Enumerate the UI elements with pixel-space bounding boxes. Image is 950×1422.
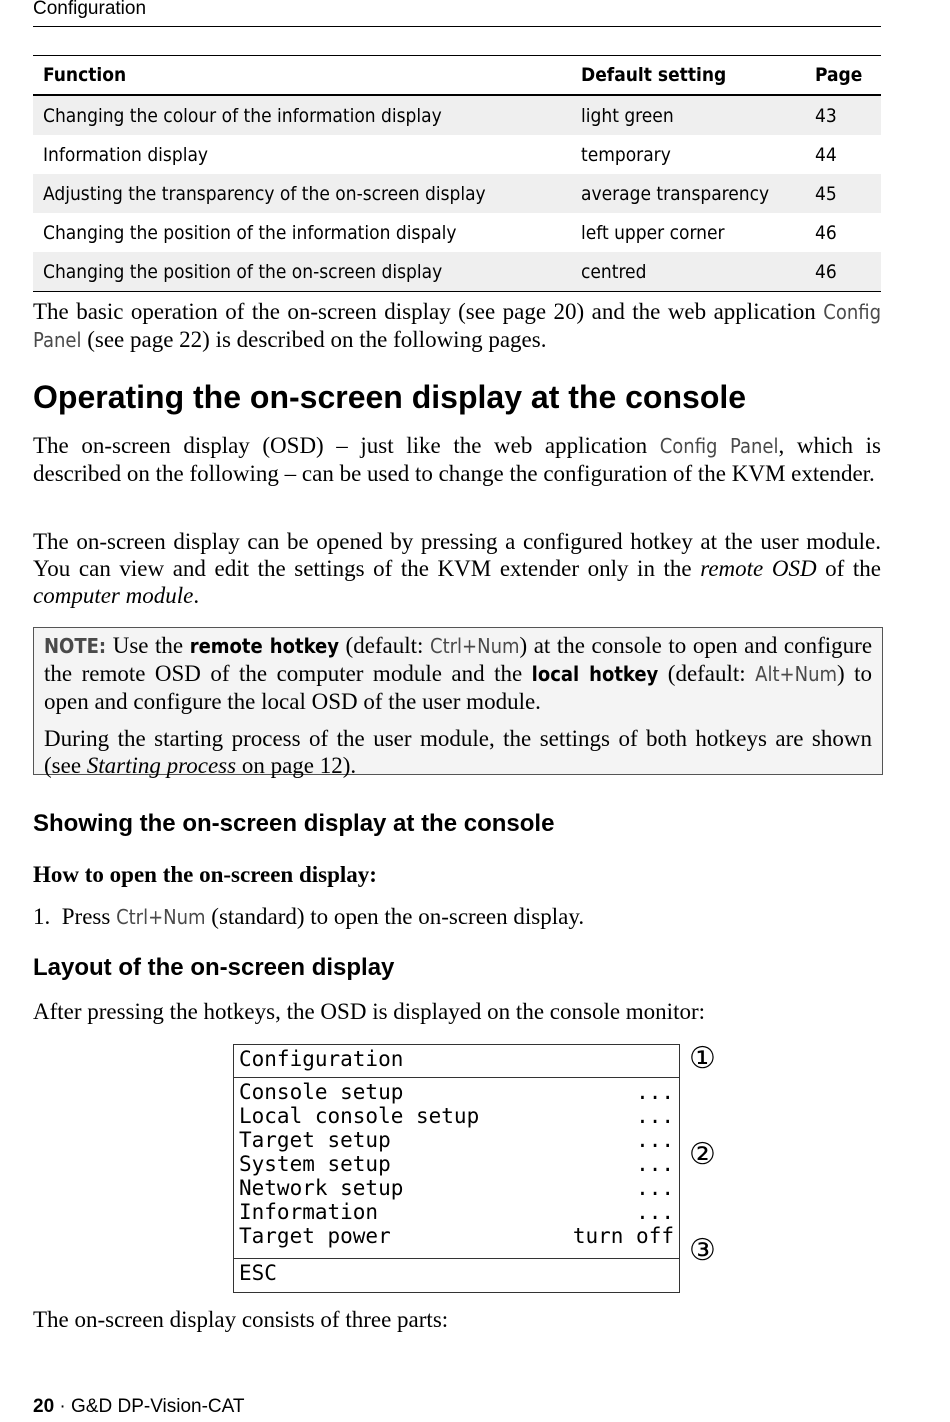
page-number: 20 — [33, 1396, 55, 1417]
osd-paragraph: The on-screen display (OSD) – just like the web application Config Panel, which is described on the following – can be used to change the configuration of the KVM extender. — [33, 433, 881, 486]
table-cell-default: average transparency — [571, 174, 805, 213]
default-settings-table — [33, 55, 881, 292]
table-row — [33, 174, 881, 213]
table-cell-function: Information display — [43, 143, 209, 166]
note-paragraph-2: During the starting process of the user module, the settings of both hotkeys are shown (see Starting process on page 12). — [44, 726, 872, 778]
osd-menu-item: Information ... — [239, 1200, 674, 1224]
table-cell-function: Changing the colour of the information display — [33, 95, 571, 135]
osd-title: Configuration — [234, 1045, 679, 1078]
table-row — [33, 252, 881, 292]
step-1: 1. Press Ctrl+Num (standard) to open the on-screen display. — [33, 904, 585, 929]
table-cell-page: 44 — [815, 143, 837, 166]
remote-hotkey-term: remote hotkey — [189, 634, 339, 658]
table-cell-default: left upper corner — [581, 221, 725, 244]
running-header: Configuration — [33, 0, 147, 19]
subsection-title-layout: Layout of the on-screen display — [33, 954, 395, 981]
config-panel-term: Config Panel — [659, 434, 779, 458]
callout-2-icon: ② — [689, 1137, 716, 1172]
table-row — [33, 95, 881, 135]
local-hotkey-term: local hotkey — [531, 662, 659, 686]
osd-menu-item: System setup ... — [239, 1152, 674, 1176]
osd-screen-figure — [233, 1044, 680, 1293]
osd-menu-item: Console setup ... — [239, 1080, 674, 1104]
note-paragraph: NOTE: Use the remote hotkey (default: Ctrl+Num) at the console to open and configure the remote OSD of the computer module and the local hotkey (default: Alt+Num) to open and configure the local OSD of the user module. — [44, 633, 873, 714]
section-title: Operating the on-screen display at the console — [33, 379, 747, 415]
note-box — [33, 627, 883, 778]
table-row — [33, 135, 881, 174]
table-cell-page: 46 — [805, 252, 881, 292]
closing-paragraph: The on-screen display consists of three parts: — [33, 1307, 449, 1332]
table-cell-function: Adjusting the transparency of the on-screen display — [33, 174, 571, 213]
table-cell-page: 46 — [815, 221, 837, 244]
header-rule — [33, 26, 881, 27]
table-cell-page: 43 — [805, 95, 881, 135]
osd-menu — [234, 1078, 679, 1258]
intro-paragraph: The basic operation of the on-screen display (see page 20) and the web application Config Panel (see page 22) is described on the following pages. — [33, 299, 882, 352]
table-header-row — [33, 56, 881, 96]
callout-3-icon: ③ — [689, 1233, 716, 1268]
callout-1-icon: ① — [689, 1041, 716, 1076]
table-row — [33, 213, 881, 252]
osd-menu-item: Target power turn off — [239, 1224, 674, 1248]
document-page — [33, 0, 881, 1422]
table-cell-function: Changing the position of the on-screen display — [33, 252, 571, 292]
column-header-function: Function — [33, 56, 571, 96]
document-title: G&D DP-Vision-CAT — [71, 1396, 245, 1417]
column-header-page: Page — [805, 56, 881, 96]
hotkey-paragraph: The on-screen display can be opened by pressing a configured hotkey at the user module. You can view and edit the settings of the KVM extender only in the remote OSD of the computer module. — [33, 529, 882, 608]
osd-menu-item: Target setup ... — [239, 1128, 674, 1152]
table-cell-function: Changing the position of the information dispaly — [43, 221, 457, 244]
osd-menu-item: Network setup ... — [239, 1176, 674, 1200]
table-cell-default: centred — [571, 252, 805, 292]
subsection-title-showing: Showing the on-screen display at the console — [33, 810, 555, 837]
howto-title: How to open the on-screen display: — [33, 862, 377, 887]
note-label: NOTE: — [44, 634, 107, 658]
config-panel-term: Config Panel — [33, 300, 882, 352]
table-cell-default: temporary — [581, 143, 671, 166]
remote-hotkey-default: Ctrl+Num — [430, 634, 520, 658]
osd-esc: ESC — [234, 1258, 679, 1291]
local-hotkey-default: Alt+Num — [755, 662, 837, 686]
osd-menu-item: Local console setup ... — [239, 1104, 674, 1128]
hotkey-term: Ctrl+Num — [116, 905, 206, 929]
column-header-default: Default setting — [571, 56, 805, 96]
table-cell-default: light green — [571, 95, 805, 135]
page-footer: 20 · G&D DP-Vision-CAT — [33, 1396, 245, 1417]
layout-intro: After pressing the hotkeys, the OSD is displayed on the console monitor: — [33, 999, 706, 1024]
table-cell-page: 45 — [805, 174, 881, 213]
